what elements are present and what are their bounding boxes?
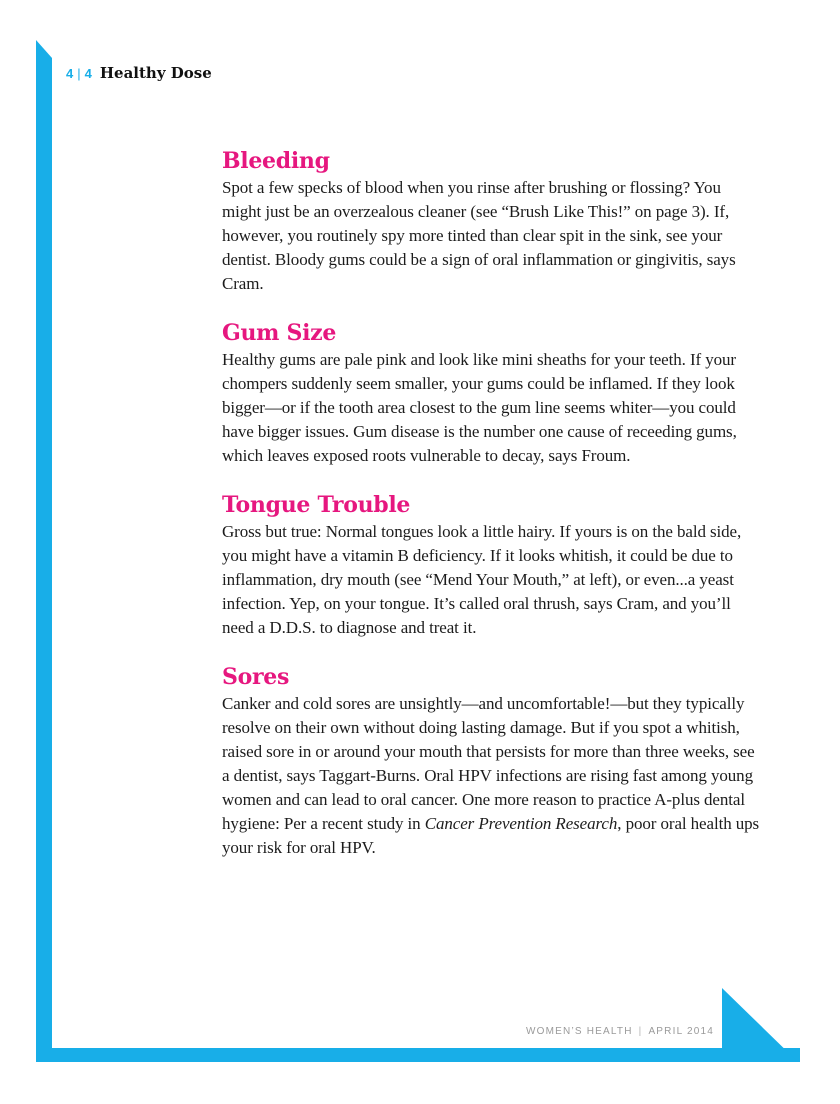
section-gum-size <box>222 318 762 468</box>
section-sores <box>222 662 762 860</box>
article-body <box>222 146 762 882</box>
section-heading: Gum Size <box>222 320 337 346</box>
footer-separator: | <box>638 1026 643 1037</box>
bottom-blue-bar <box>36 1048 800 1062</box>
page-number-right: 4 <box>84 66 92 81</box>
section-paragraph <box>222 692 762 860</box>
journal-title: Cancer Prevention Research <box>424 814 618 833</box>
section-heading: Sores <box>222 664 290 690</box>
section-heading: Bleeding <box>222 148 330 174</box>
section-heading: Tongue Trouble <box>222 492 411 518</box>
section-paragraph: Healthy gums are pale pink and look like mini sheaths for your teeth. If your chompers suddenly seem smaller, your gums could be inflamed. If they look bigger—or if the tooth area closest to the gum line seems whiter—you could have bigger issues. Gum disease is the number one cause of receeding gums, which leaves exposed roots vulnerable to decay, says Froum. <box>222 350 737 465</box>
section-bleeding <box>222 146 762 296</box>
issue-date: APRIL 2014 <box>648 1026 714 1037</box>
publication-name: WOMEN’S HEALTH <box>526 1026 633 1037</box>
section-tongue-trouble <box>222 490 762 640</box>
page-number-separator: | <box>77 66 81 81</box>
paragraph-text: Canker and cold sores are unsightly—and uncomfortable!—but they typically resolve on their own without doing lasting damage. But if you spot a whitish, raised sore in or around your mouth that persists for more than three weeks, see a dentist, says Taggart-Burns. Oral HPV infections are rising fast among young women and can lead to oral cancer. One more reason to practice A-plus dental hygiene: Per a recent study in <box>222 694 755 833</box>
paragraph-text-end: , poor oral health ups your risk for oral HPV. <box>222 814 760 857</box>
page-number-left: 4 <box>66 66 74 81</box>
section-title: Healthy Dose <box>99 64 212 82</box>
running-header <box>66 64 212 82</box>
section-paragraph: Gross but true: Normal tongues look a little hairy. If yours is on the bald side, you might have a vitamin B deficiency. If it looks whitish, it could be due to inflammation, dry mouth (see “Mend Your Mouth,” at left), or even...a yeast infection. Yep, on your tongue. It’s called oral thrush, says Cram, and you’ll need a D.D.S. to diagnose and treat it. <box>222 522 742 637</box>
section-paragraph: Spot a few specks of blood when you rinse after brushing or flossing? You might just be an overzealous cleaner (see “Brush Like This!” on page 3). If, however, you routinely spy more tinted than clear spit in the sink, see your dentist. Bloody gums could be a sign of oral inflammation or gingivitis, says Cram. <box>222 178 736 293</box>
page-footer <box>526 1026 714 1037</box>
left-blue-bar <box>36 40 52 1062</box>
